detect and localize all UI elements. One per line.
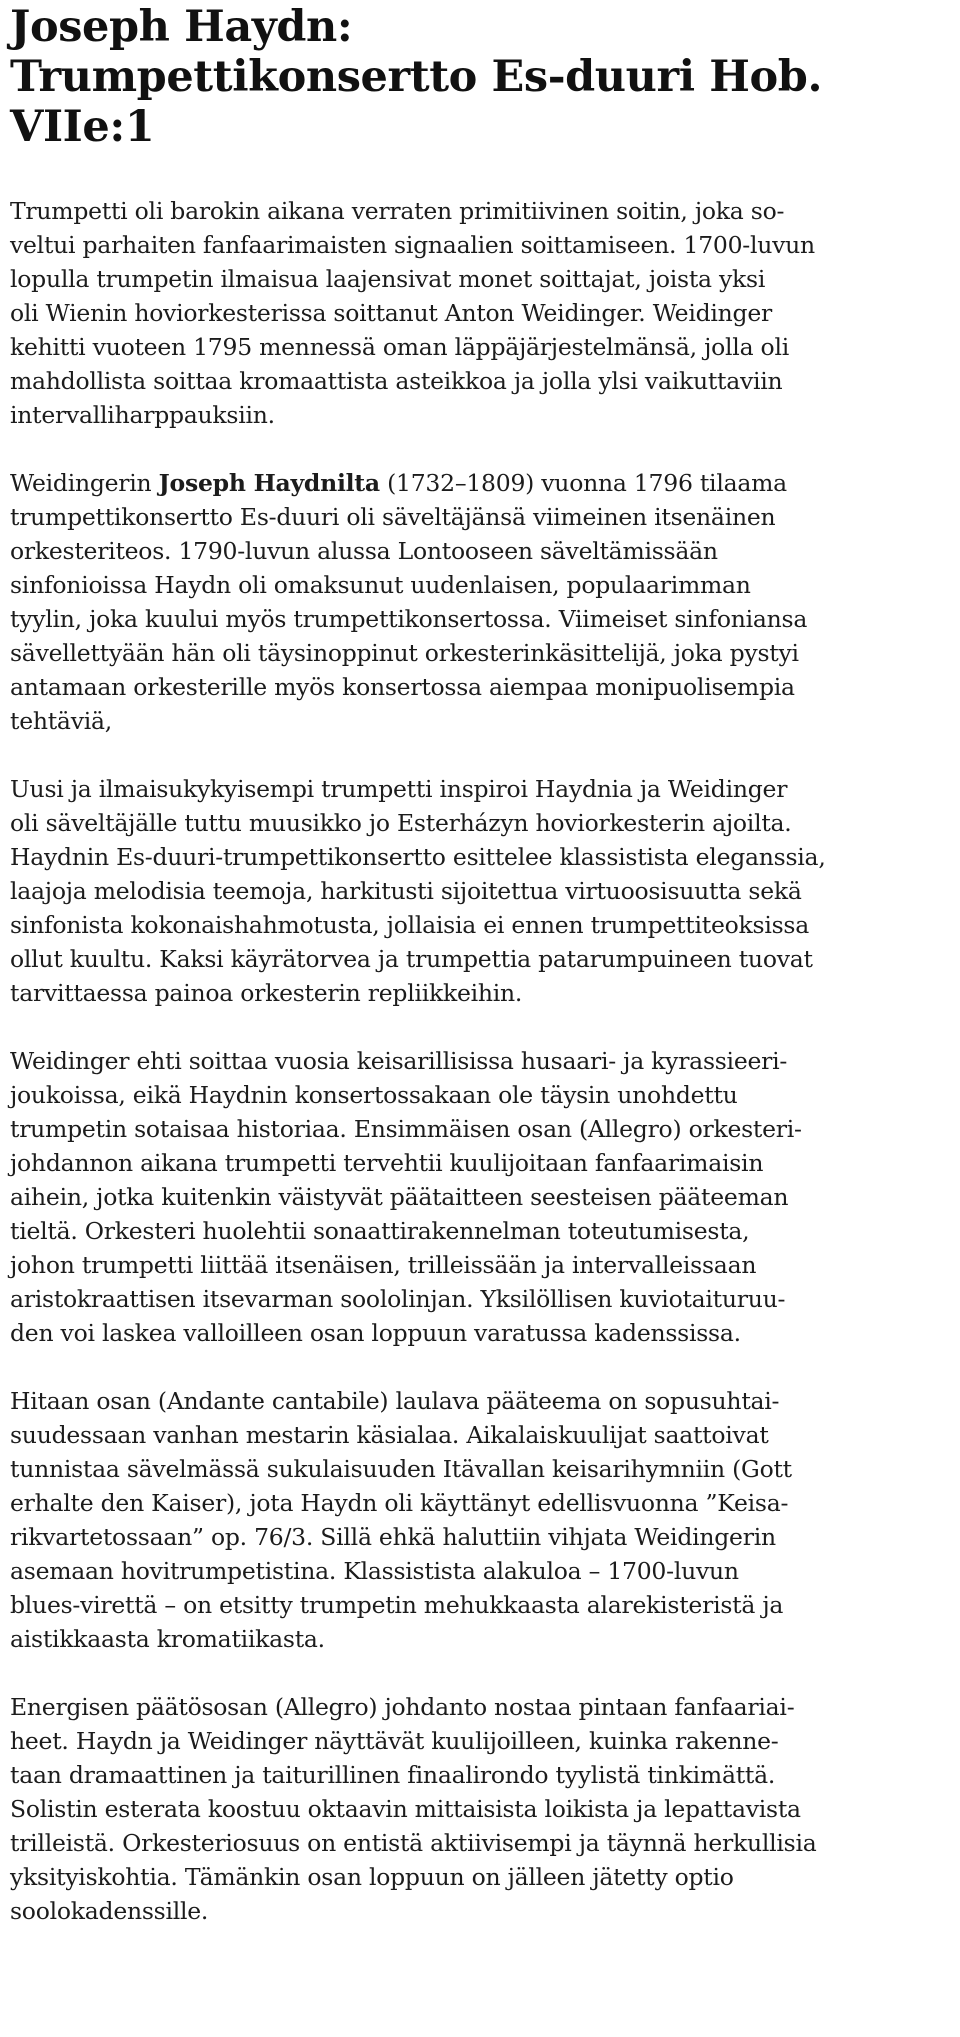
text-line: aihein, jotka kuitenkin väistyvät päätaitteen seesteisen pääteeman (10, 1183, 789, 1211)
text-line: taan dramaattinen ja taiturillinen finaalirondo tyylistä tinkimättä. (10, 1761, 776, 1789)
composer-name: Joseph Haydnilta (158, 469, 380, 497)
text-line: oli säveltäjälle tuttu muusikko jo Esterházyn hoviorkesterin ajoilta. (10, 809, 792, 837)
text-line: joukoissa, eikä Haydnin konsertossakaan ole täysin unohdettu (10, 1081, 738, 1109)
title-line: Joseph Haydn: (10, 2, 353, 52)
paragraph-first-movement (10, 1044, 950, 1350)
text-line: aistikkaasta kromatiikasta. (10, 1625, 325, 1653)
paragraph-finale (10, 1690, 950, 1928)
text-line: yksityiskohtia. Tämänkin osan loppuun on jälleen jätetty optio (10, 1863, 734, 1891)
text-line: aristokraattisen itsevarman soololinjan. Yksilöllisen kuviotaituruu- (10, 1285, 786, 1313)
text-line: tarvittaessa painoa orkesterin repliikkeihin. (10, 979, 523, 1007)
paragraph-trumpet-history (10, 194, 950, 432)
text-line: den voi laskea valloilleen osan loppuun varatussa kadenssissa. (10, 1319, 741, 1347)
text-line: laajoja melodisia teemoja, harkitusti sijoitettua virtuoosisuutta sekä (10, 877, 802, 905)
text-line: tyylin, joka kuului myös trumpettikonsertossa. Viimeiset sinfoniansa (10, 605, 808, 633)
document-title (10, 0, 950, 152)
text-line: heet. Haydn ja Weidinger näyttävät kuulijoilleen, kuinka rakenne- (10, 1727, 779, 1755)
text-line: Weidinger ehti soittaa vuosia keisarillisissa husaari- ja kyrassieeri- (10, 1047, 788, 1075)
text-line: antamaan orkesterille myös konsertossa aiempaa monipuolisempia (10, 673, 795, 701)
paragraph-second-movement (10, 1384, 950, 1656)
document-page (10, 0, 950, 1962)
text-line: orkesteriteos. 1790-luvun alussa Lontooseen säveltämissään (10, 537, 718, 565)
text-line: johdannon aikana trumpetti tervehtii kuulijoitaan fanfaarimaisin (10, 1149, 764, 1177)
text-line: rikvartetossaan” op. 76/3. Sillä ehkä haluttiin vihjata Weidingerin (10, 1523, 776, 1551)
text-line: Uusi ja ilmaisukykyisempi trumpetti inspiroi Haydnia ja Weidinger (10, 775, 788, 803)
text-run: (1732–1809) vuonna 1796 tilaama (379, 469, 787, 497)
text-line: oli Wienin hoviorkesterissa soittanut Anton Weidinger. Weidinger (10, 299, 772, 327)
text-line: trilleistä. Orkesteriosuus on entistä aktiivisempi ja täynnä herkullisia (10, 1829, 817, 1857)
text-line: asemaan hovitrumpetistina. Klassistista alakuloa – 1700-luvun (10, 1557, 739, 1585)
text-line: trumpetin sotaisaa historiaa. Ensimmäisen osan (Allegro) orkesteri- (10, 1115, 802, 1143)
text-line: Haydnin Es-duuri-trumpettikonsertto esittelee klassistista eleganssia, (10, 843, 826, 871)
text-line: Trumpetti oli barokin aikana verraten primitiivinen soitin, joka so- (10, 197, 785, 225)
text-line: sinfonista kokonaishahmotusta, jollaisia ei ennen trumpettiteoksissa (10, 911, 809, 939)
document-body (10, 194, 950, 1928)
paragraph-continuation (10, 500, 950, 738)
text-line: suudessaan vanhan mestarin käsialaa. Aikalaiskuulijat saattoivat (10, 1421, 769, 1449)
text-line: tunnistaa sävelmässä sukulaisuuden Itävallan keisarihymniin (Gott (10, 1455, 792, 1483)
text-line: Energisen päätösosan (Allegro) johdanto nostaa pintaan fanfaariai- (10, 1693, 795, 1721)
text-line: sävellettyään hän oli täysinoppinut orkesterinkäsittelijä, joka pystyi (10, 639, 799, 667)
text-line: kehitti vuoteen 1795 mennessä oman läppäjärjestelmänsä, jolla oli (10, 333, 789, 361)
text-line: tehtäviä, (10, 707, 112, 735)
text-line: mahdollista soittaa kromaattista asteikkoa ja jolla ylsi vaikuttaviin (10, 367, 783, 395)
text-line: trumpettikonsertto Es-duuri oli säveltäjänsä viimeinen itsenäinen (10, 503, 776, 531)
text-line: blues-virettä – on etsitty trumpetin mehukkaasta alarekisteristä ja (10, 1591, 784, 1619)
text-line: lopulla trumpetin ilmaisua laajensivat monet soittajat, joista yksi (10, 265, 766, 293)
text-line: johon trumpetti liittää itsenäisen, trilleissään ja intervalleissaan (10, 1251, 757, 1279)
text-line: Solistin esterata koostuu oktaavin mittaisista loikista ja lepattavista (10, 1795, 801, 1823)
text-line: soolokadenssille. (10, 1897, 209, 1925)
text-line: tieltä. Orkesteri huolehtii sonaattirakennelman toteutumisesta, (10, 1217, 750, 1245)
text-line: erhalte den Kaiser), jota Haydn oli käyttänyt edellisvuonna ”Keisa- (10, 1489, 789, 1517)
text-line: veltui parhaiten fanfaarimaisten signaalien soittamiseen. 1700-luvun (10, 231, 815, 259)
title-line: Trumpettikonsertto Es-duuri Hob. VIIe:1 (10, 52, 823, 152)
text-line: intervalliharppauksiin. (10, 401, 275, 429)
paragraph-haydn-commission (10, 466, 950, 738)
text-line (10, 466, 950, 500)
text-run: Weidingerin (10, 469, 159, 497)
text-line: sinfonioissa Haydn oli omaksunut uudenlaisen, populaarimman (10, 571, 751, 599)
paragraph-new-trumpet (10, 772, 950, 1010)
text-line: Hitaan osan (Andante cantabile) laulava pääteema on sopusuhtai- (10, 1387, 780, 1415)
text-line: ollut kuultu. Kaksi käyrätorvea ja trumpettia patarumpuineen tuovat (10, 945, 813, 973)
